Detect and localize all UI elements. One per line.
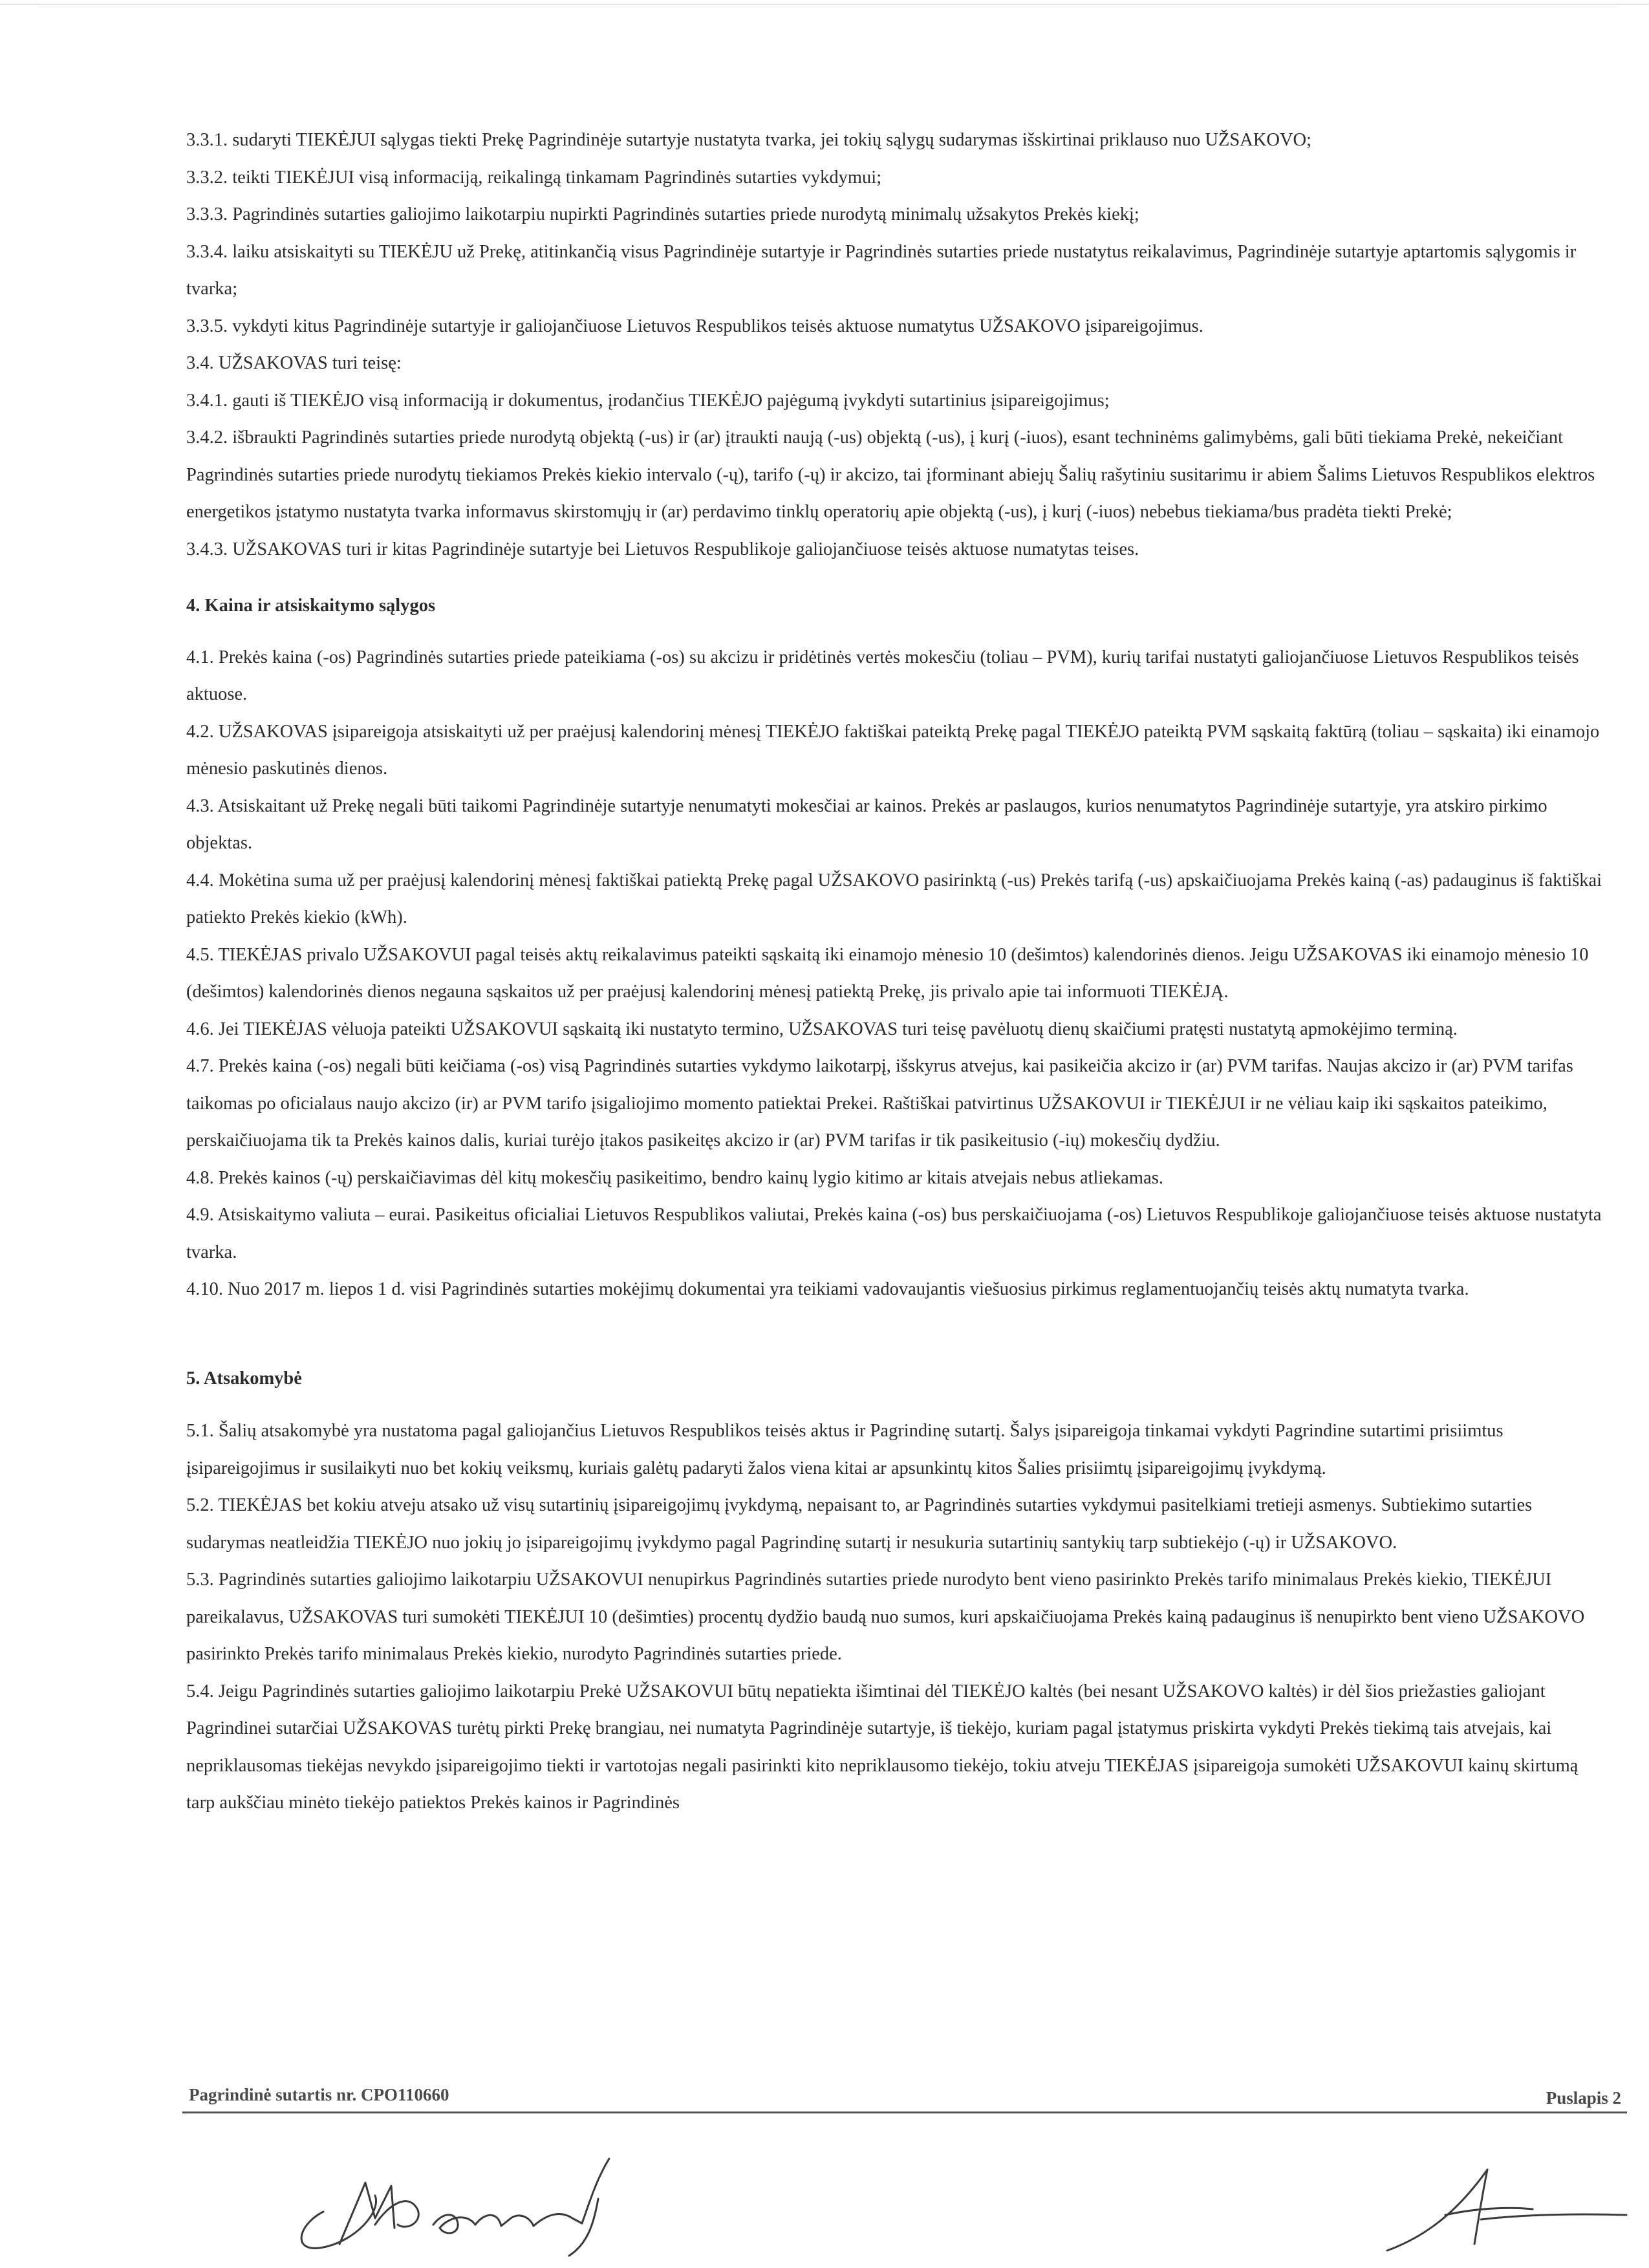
section-4-heading: 4. Kaina ir atsiskaitymo sąlygos [186,596,436,616]
paragraph-4-2: 4.2. UŽSAKOVAS įsipareigoja atsiskaityti už per praėjusį kalendorinį mėnesį TIEKĖJO faktiškai pateiktą Prekę pagal TIEKĖJO pateiktą PVM sąskaitą faktūrą (toliau – sąskaita) iki einamojo mėnesio paskutinės dienos. [186,721,1600,779]
paragraph-5-2: 5.2. TIEKĖJAS bet kokiu atveju atsako už visų sutartinių įsipareigojimų įvykdymą, nepaisant to, ar Pagrindinės sutarties vykdymui pasitelkiami tretieji asmenys. Subtiekimo sutarties sudarymas neatleidžia TIEKĖJO nuo jokių jo įsipareigojimų įvykdymo pagal Pagrindinę sutartį ir nesukuria sutartinių santykių tarp subtiekėjo (-ų) ir UŽSAKOVO. [186,1495,1533,1553]
handwritten-signature-icon [1384,2154,1630,2257]
section-5-heading: 5. Atsakomybė [186,1368,302,1388]
handwritten-signature-icon [278,2115,679,2263]
paragraph-4-4: 4.4. Mokėtina suma už per praėjusį kalendorinį mėnesį faktiškai patiektą Prekę pagal UŽSAKOVO pasirinktą (-us) Prekės tarifą (-us) apskaičiuojama Prekės kainą (-as) padauginus iš faktiškai patiekto Prekės kiekio (kWh). [186,870,1602,927]
paragraph-4-3: 4.3. Atsiskaitant už Prekę negali būti taikomi Pagrindinėje sutartyje nenumatyti mokesčiai ar kainos. Prekės ar paslaugos, kurios nenumatytos Pagrindinėje sutartyje, yra atskiro pirkimo objektas. [186,795,1547,853]
spacer [186,568,1606,582]
paragraph-4-6: 4.6. Jei TIEKĖJAS vėluoja pateikti UŽSAKOVUI sąskaitą iki nustatyto termino, UŽSAKOVAS turi teisę pavėluotų dienų skaičiumi pratęsti nustatytą apmokėjimo terminą. [186,1019,1458,1039]
paragraph-5-3: 5.3. Pagrindinės sutarties galiojimo laikotarpiu UŽSAKOVUI nenupirkus Pagrindinės sutarties priede nurodyto bent vieno pasirinkto Prekės tarifo minimalaus Prekės kiekio, TIEKĖJUI pareikalavus, UŽSAKOVAS turi sumokėti TIEKĖJUI 10 (dešimties) procentų dydžio baudą nuo sumos, kuri apskaičiuojama Prekės kainą padauginus iš nenupirkto bent vieno UŽSAKOVO pasirinkto Prekės tarifo minimalaus Prekės kiekio, nurodyto Pagrindinės sutarties priede. [186,1570,1585,1664]
footer-page-number: Puslapis 2 [1546,2088,1621,2108]
scan-top-edge [0,4,1649,5]
paragraph-3-3-1: 3.3.1. sudaryti TIEKĖJUI sąlygas tiekti Prekę Pagrindinėje sutartyje nustatyta tvarka, jei tokių sąlygų sudarymas išskirtinai priklauso nuo UŽSAKOVO; [186,130,1312,150]
paragraph-4-10: 4.10. Nuo 2017 m. liepos 1 d. visi Pagrindinės sutarties mokėjimų dokumentai yra teikiami vadovaujantis viešuosius pirkimus reglamentuojančių teisės aktų numatyta tvarka. [186,1279,1469,1299]
footer-contract-number: Pagrindinė sutartis nr. CPO110660 [189,2085,449,2104]
scan-top-edge-faint [39,6,1617,7]
paragraph-4-7: 4.7. Prekės kaina (-os) negali būti keičiama (-os) visą Pagrindinės sutarties vykdymo laikotarpį, išskyrus atvejus, kai pasikeičia akcizo ir (ar) PVM tarifas. Naujas akcizo ir (ar) PVM tarifas taikomas po oficialaus naujo akcizo (ir) ar PVM tarifo įsigaliojimo momento patiektai Prekei. Raštiškai patvirtinus UŽSAKOVUI ir TIEKĖJUI ir ne vėliau kaip iki sąskaitos pateikimo, perskaičiuojama tik ta Prekės kainos dalis, kuriai turėjo įtakos pasikeitęs akcizo ir (ar) PVM tarifas ir tik pasikeitusio (-ių) mokesčių dydžiu. [186,1056,1573,1150]
footer-divider [182,2111,1627,2113]
page-body [186,122,1606,1822]
paragraph-4-9: 4.9. Atsiskaitymo valiuta – eurai. Pasikeitus oficialiai Lietuvos Respublikos valiutai, Prekės kaina (-os) bus perskaičiuojama (-os) Lietuvos Respublikoje galiojančiuose teisės aktuose nustatyta tvarka. [186,1205,1602,1262]
spacer [186,1308,1606,1332]
spacer [186,1332,1606,1355]
paragraph-4-5: 4.5. TIEKĖJAS privalo UŽSAKOVUI pagal teisės aktų reikalavimus pateikti sąskaitą iki einamojo mėnesio 10 (dešimtos) kalendorinės dienos. Jeigu UŽSAKOVAS iki einamojo mėnesio 10 (dešimtos) kalendorinės dienos negauna sąskaitos už per praėjusį kalendorinį mėnesį patiektą Prekę, jis privalo apie tai informuoti TIEKĖJĄ. [186,944,1589,1002]
paragraph-3-4-1: 3.4.1. gauti iš TIEKĖJO visą informaciją ir dokumentus, įrodančius TIEKĖJO pajėgumą įvykdyti sutartinius įsipareigojimus; [186,390,1110,411]
paragraph-3-3-2: 3.3.2. teikti TIEKĖJUI visą informaciją, reikalingą tinkamam Pagrindinės sutarties vykdymui; [186,167,882,188]
paragraph-3-3-5: 3.3.5. vykdyti kitus Pagrindinėje sutartyje ir galiojančiuose Lietuvos Respublikos teisės aktuose numatytus UŽSAKOVO įsipareigojimus. [186,316,1203,336]
paragraph-5-4: 5.4. Jeigu Pagrindinės sutarties galiojimo laikotarpiu Prekė UŽSAKOVUI būtų nepatiekta išimtinai dėl TIEKĖJO kaltės (bei nesant UŽSAKOVO kaltės) ir dėl šios priežasties galiojant Pagrindinei sutarčiai UŽSAKOVAS turėtų pirkti Prekę brangiau, nei numatyta Pagrindinėje sutartyje, iš tiekėjo, kuriam pagal įstatymus priskirta vykdyti Prekės tiekimą tais atvejais, kai nepriklausomas tiekėjas nevykdo įsipareigojimo tiekti ir vartotojas negali pasirinkti kito nepriklausomo tiekėjo, tokiu atveju TIEKĖJAS įsipareigoja sumokėti UŽSAKOVUI kainų skirtumą tarp aukščiau minėto tiekėjo patiektos Prekės kainos ir Pagrindinės [186,1681,1579,1813]
paragraph-4-1: 4.1. Prekės kaina (-os) Pagrindinės sutarties priede pateikiama (-os) su akcizu ir pridėtinės vertės mokesčiu (toliau – PVM), kurių tarifai nustatyti galiojančiuose Lietuvos Respublikos teisės aktuose. [186,647,1579,704]
paragraph-3-4-3: 3.4.3. UŽSAKOVAS turi ir kitas Pagrindinėje sutartyje bei Lietuvos Respublikoje galiojančiuose teisės aktuose numatytas teises. [186,539,1139,559]
paragraph-5-1: 5.1. Šalių atsakomybė yra nustatoma pagal galiojančius Lietuvos Respublikos teisės aktus ir Pagrindinę sutartį. Šalys įsipareigoja tinkamai vykdyti Pagrindine sutartimi prisiimtus įsipareigojimus ir susilaikyti nuo bet kokių veiksmų, kuriais galėtų padaryti žalos viena kitai ar apsunkintų kitos Šalies prisiimtų įsipareigojimų įvykdymą. [186,1421,1503,1478]
paragraph-3-4: 3.4. UŽSAKOVAS turi teisę: [186,353,402,373]
paragraph-3-4-2: 3.4.2. išbraukti Pagrindinės sutarties priede nurodytą objektą (-us) ir (ar) įtraukti naują (-us) objektą (-us), į kurį (-iuos), esant techninėms galimybėms, gali būti tiekiama Prekė, nekeičiant Pagrindinės sutarties priede nurodytų tiekiamos Prekės kiekio intervalo (-ų), tarifo (-ų) ir akcizo, tai įforminant abiejų Šalių rašytiniu susitarimu ir abiem Šalims Lietuvos Respublikos elektros energetikos įstatymo nustatyta tvarka informavus skirstomųjų ir (ar) perdavimo tinklų operatorių apie objektą (-us), į kurį (-iuos) nebebus tiekiama/bus pradėta tiekti Prekė; [186,427,1595,522]
paragraph-3-3-3: 3.3.3. Pagrindinės sutarties galiojimo laikotarpiu nupirkti Pagrindinės sutarties priede nurodytą minimalų užsakytos Prekės kiekį; [186,204,1139,224]
paragraph-3-3-4: 3.3.4. laiku atsiskaityti su TIEKĖJU už Prekę, atitinkančią visus Pagrindinėje sutartyje ir Pagrindinės sutarties priede nustatytus reikalavimus, Pagrindinėje sutartyje aptartomis sąlygomis ir tvarka; [186,241,1577,299]
paragraph-4-8: 4.8. Prekės kainos (-ų) perskaičiavimas dėl kitų mokesčių pasikeitimo, bendro kainų lygio kitimo ar kitais atvejais nebus atliekamas. [186,1167,1163,1188]
